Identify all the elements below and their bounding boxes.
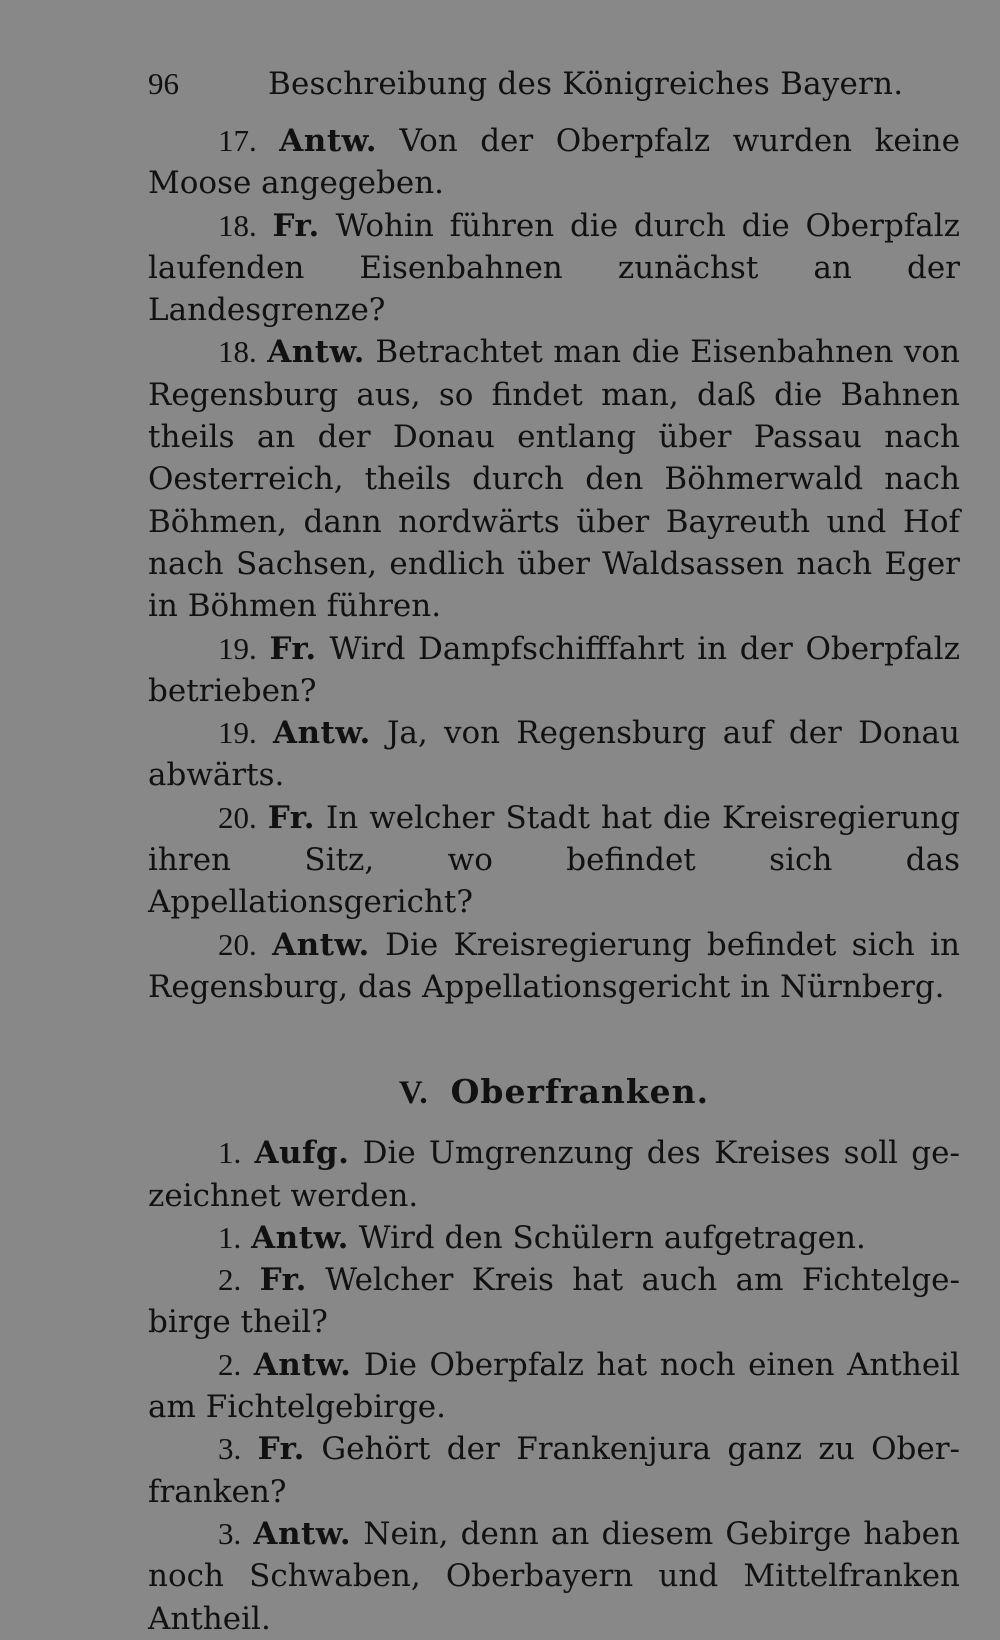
paragraph bbox=[148, 1259, 960, 1344]
page-number: 96 bbox=[148, 66, 179, 101]
paragraph-text: Von der Oberpfalz wurden keine Moose angegeben. bbox=[148, 123, 960, 202]
question-number: 3. bbox=[218, 1515, 242, 1551]
paragraph-text: Wird Dampfschifffahrt in der Oberpfalz betrieben? bbox=[148, 630, 960, 709]
paragraph-text: Wird den Schülern aufgetragen. bbox=[358, 1219, 866, 1256]
paragraph-label: Antw. bbox=[272, 926, 370, 963]
paragraph-text: Gehört der Frankenjura ganz zu Oberfranken? bbox=[148, 1431, 961, 1510]
paragraph bbox=[148, 924, 960, 1009]
paragraph-label: Fr. bbox=[259, 1262, 307, 1299]
paragraph bbox=[148, 1217, 960, 1259]
section-heading bbox=[148, 1066, 960, 1118]
paragraph-text: In welcher Stadt hat die Kreisregierung ihren Sitz, wo befindet sich das Appellationsgericht? bbox=[148, 799, 960, 921]
paragraph-label: Antw. bbox=[267, 334, 365, 371]
paragraph bbox=[148, 331, 960, 627]
paragraph-label: Fr. bbox=[267, 799, 315, 836]
running-title: Beschreibung des Königreiches Bayern. bbox=[268, 66, 904, 102]
question-number: 1. bbox=[218, 1219, 242, 1255]
paragraph-text: Wohin führen die durch die Oberpfalz laufenden Eisenbahnen zunächst an der Landesgrenze? bbox=[148, 207, 960, 329]
paragraph-text: Die Umgrenzung des Kreises soll gezeichnet werden. bbox=[148, 1135, 960, 1214]
question-number: 19. bbox=[218, 630, 257, 666]
paragraph-label: Aufg. bbox=[254, 1135, 350, 1172]
paragraph bbox=[148, 1344, 960, 1429]
question-number: 1. bbox=[218, 1135, 242, 1171]
section-title: Oberfranken. bbox=[450, 1072, 710, 1112]
question-number: 17. bbox=[218, 123, 257, 158]
paragraph bbox=[148, 1513, 960, 1640]
paragraph-text: Die Kreisregierung befindet sich in Regensburg, das Appellationsgericht in Nürnberg. bbox=[148, 926, 960, 1005]
question-number: 20. bbox=[218, 926, 257, 962]
paragraph-label: Antw. bbox=[279, 123, 378, 159]
paragraph-text: Die Oberpfalz hat noch einen Antheil am Fichtelgebirge. bbox=[148, 1346, 960, 1426]
paragraph bbox=[148, 1132, 960, 1217]
paragraph-text: Ja, von Regensburg auf der Donau abwärts. bbox=[148, 715, 961, 794]
question-number: 19. bbox=[218, 715, 257, 751]
question-number: 20. bbox=[218, 799, 257, 835]
paragraph-label: Antw. bbox=[251, 1219, 349, 1256]
paragraph bbox=[148, 205, 960, 332]
paragraph bbox=[148, 797, 960, 924]
question-number: 18. bbox=[218, 334, 257, 370]
paragraph bbox=[148, 712, 960, 797]
paragraph bbox=[148, 1428, 960, 1513]
paragraph-text: Welcher Kreis hat auch am Fichtelgebirge theil? bbox=[148, 1262, 960, 1341]
paragraph-label: Antw. bbox=[253, 1346, 352, 1383]
question-number: 2. bbox=[218, 1262, 242, 1298]
paragraph-label: Fr. bbox=[257, 1431, 305, 1468]
question-number: 3. bbox=[218, 1431, 242, 1467]
paragraph-label: Antw. bbox=[272, 715, 371, 752]
paragraph-label: Antw. bbox=[253, 1515, 352, 1552]
paragraph-label: Fr. bbox=[269, 630, 317, 667]
book-page bbox=[148, 66, 960, 1640]
question-number: 18. bbox=[218, 207, 257, 243]
question-number: 2. bbox=[218, 1346, 242, 1382]
paragraph-text: Betrachtet man die Eisenbahnen von Regensburg aus, so findet man, daß die Bahnen theils an der Donau entlang über Passau nach Oesterreich, theils durch den Böhmerwald nach Böhmen, dann nordwärts über Bayreuth und Hof nach Sachsen, endlich über Waldsassen nach Eger in Böhmen führen. bbox=[148, 334, 961, 625]
text-block-after bbox=[148, 1132, 960, 1640]
text-block-before bbox=[148, 120, 960, 1008]
page-header bbox=[148, 66, 960, 120]
section-number: V. bbox=[398, 1075, 429, 1112]
paragraph-text: Nein, denn an diesem Gebirge haben noch Schwaben, Oberbayern und Mittelfranken Antheil. bbox=[148, 1515, 960, 1637]
paragraph-label: Fr. bbox=[272, 207, 320, 244]
paragraph bbox=[148, 628, 960, 713]
paragraph bbox=[148, 120, 960, 205]
